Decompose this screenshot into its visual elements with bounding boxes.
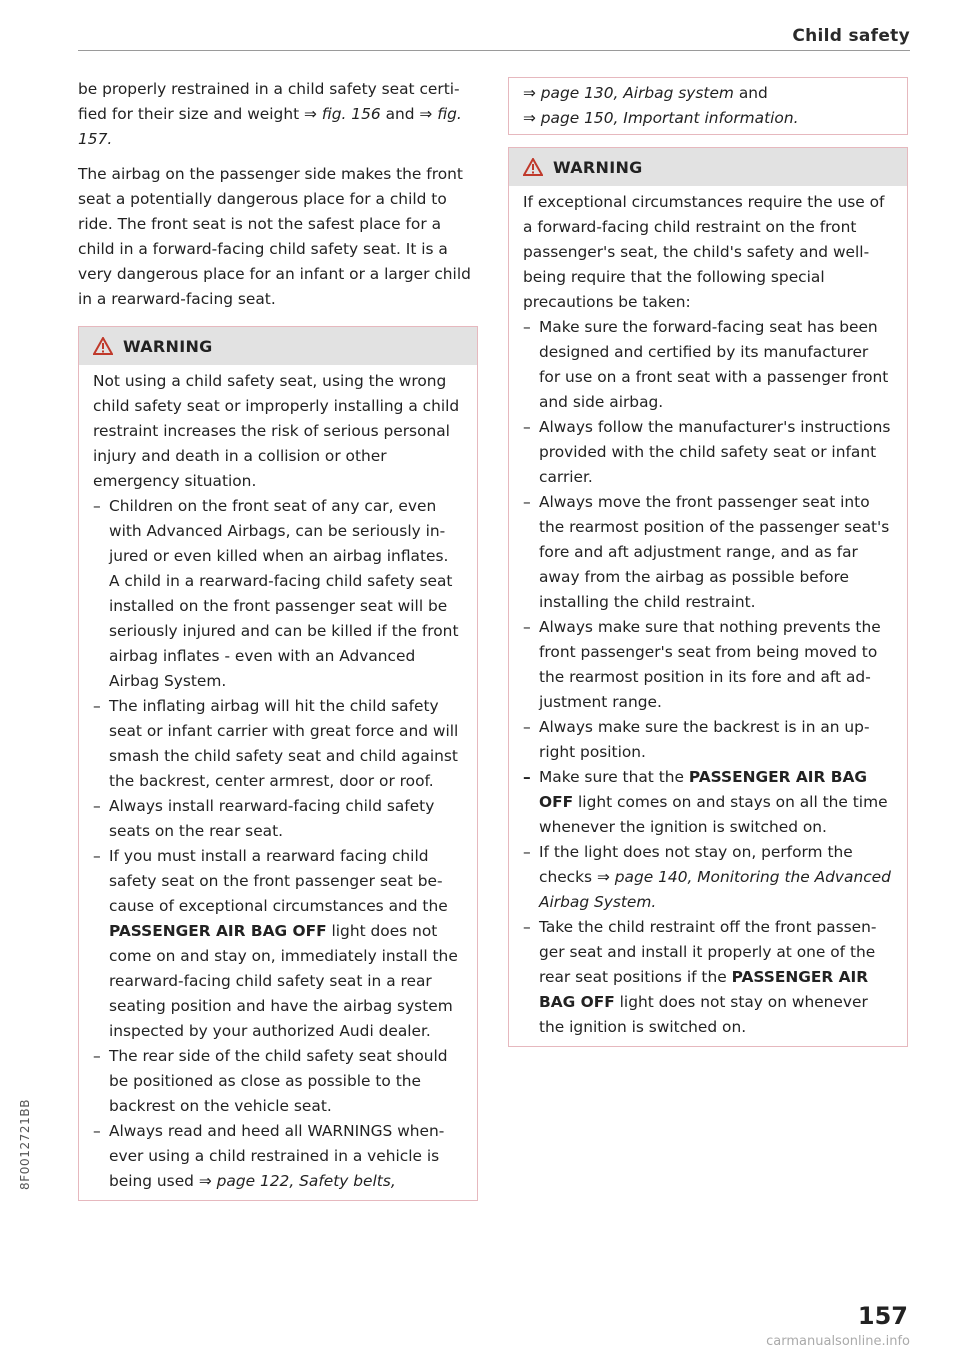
continued-references: ⇒ page 130, Airbag system and ⇒ page 150, Important information. <box>508 77 908 135</box>
document-code: 8F0012721BB <box>18 1098 32 1190</box>
warning-list <box>523 315 893 1040</box>
list-item: – Always follow the manufacturer's instructions provided with the child safety seat or infant carrier. <box>523 418 891 486</box>
list-item: – Make sure that the PASSENGER AIR BAG OFF light comes on and stays on all the time whenever the ignition is switched on. <box>523 768 888 836</box>
list-item: – Always install rearward-facing child safety seats on the rear seat. <box>93 797 435 840</box>
warning-intro: Not using a child safety seat, using the wrong child safety seat or improperly installing a child restraint increases the risk of serious personal injury and death in a collision or other emergency situation. <box>93 372 460 490</box>
fig-157-link[interactable]: ⇒ fig. 157. <box>78 105 462 148</box>
list-item: – Make sure the forward-facing seat has been designed and certified by its manufacturer for use on a front seat with a passenger front and side airbag. <box>523 318 889 411</box>
warning-header <box>509 148 907 186</box>
warning-box-right <box>508 147 908 1047</box>
list-item: – If the light does not stay on, perform the checks ⇒ page 140, Monitoring the Advanced Airbag System. <box>523 843 891 911</box>
page-150-link[interactable]: ⇒ page 150, Important information. <box>523 109 799 127</box>
list-item: – The inflating airbag will hit the child safety seat or infant carrier with great force and will smash the child safety seat and child against the backrest, center armrest, door or roof. <box>93 697 459 790</box>
left-column <box>78 77 478 1201</box>
warning-intro: If exceptional circumstances require the use of a forward-facing child restraint on the front passenger's seat, the child's safety and well-being require that the following special precautions be taken: <box>523 193 885 311</box>
right-column <box>508 77 908 1047</box>
warning-body <box>79 365 477 1200</box>
list-item: – Take the child restraint off the front passenger seat and install it properly at one of the rear seat positions if the PASSENGER AIR BAG OFF light does not stay on whenever the ignition is switched on. <box>523 918 877 1036</box>
intro-paragraph: be properly restrained in a child safety seat certified for their size and weight ⇒ fig. 156 and ⇒ fig. 157. <box>78 80 462 148</box>
warning-title: WARNING <box>553 157 643 177</box>
warning-list <box>93 494 463 1194</box>
list-item: – Always make sure that nothing prevents the front passenger's seat from being moved to the rearmost position in its fore and aft adjustment range. <box>523 618 881 711</box>
header-rule <box>78 50 910 51</box>
warning-triangle-icon <box>523 158 543 176</box>
fig-156-link[interactable]: ⇒ fig. 156 <box>304 105 381 123</box>
warning-body <box>509 186 907 1046</box>
page-140-link[interactable]: ⇒ page 140, Monitoring the Advanced Airbag System. <box>539 868 891 911</box>
warning-triangle-icon <box>93 337 113 355</box>
running-header-title: Child safety <box>792 26 910 46</box>
list-item: – Always move the front passenger seat into the rearmost position of the passenger seat's fore and aft adjustment range, and as far away from the airbag as possible before installing the child restraint. <box>523 493 890 611</box>
warning-title: WARNING <box>123 336 213 356</box>
page-130-link[interactable]: ⇒ page 130, Airbag system <box>523 84 734 102</box>
airbag-paragraph: The airbag on the passenger side makes the front seat a potentially dangerous place for a child to ride. The front seat is not the safest place for a child in a forward-facing child safety seat. It is a very dangerous place for an infant or a larger child in a rearward-facing seat. <box>78 165 471 308</box>
warning-header <box>79 327 477 365</box>
list-item: – Always make sure the backrest is in an upright position. <box>523 718 870 761</box>
list-item: – Children on the front seat of any car, even with Advanced Airbags, can be seriously injured or even killed when an airbag inflates. A child in a rearward-facing child safety seat installed on the front passenger seat will be seriously injured and can be killed if the front airbag inflates - even with an Advanced Airbag System. <box>93 497 459 690</box>
page-number: 157 <box>857 1302 908 1330</box>
watermark: carmanualsonline.info <box>766 1334 910 1349</box>
list-item: – Always read and heed all WARNINGS whenever using a child restrained in a vehicle is being used ⇒ page 122, Safety belts, <box>93 1122 445 1190</box>
list-item: – The rear side of the child safety seat should be positioned as close as possible to the backrest on the vehicle seat. <box>93 1047 448 1115</box>
list-item: – If you must install a rearward facing child safety seat on the front passenger seat because of exceptional circumstances and the PASSENGER AIR BAG OFF light does not come on and stay on, immediately install the rearward-facing child safety seat in a rear seating position and have the airbag system inspected by your authorized Audi dealer. <box>93 847 458 1040</box>
page-122-link[interactable]: ⇒ page 122, Safety belts, <box>198 1172 396 1190</box>
warning-box-left <box>78 326 478 1201</box>
